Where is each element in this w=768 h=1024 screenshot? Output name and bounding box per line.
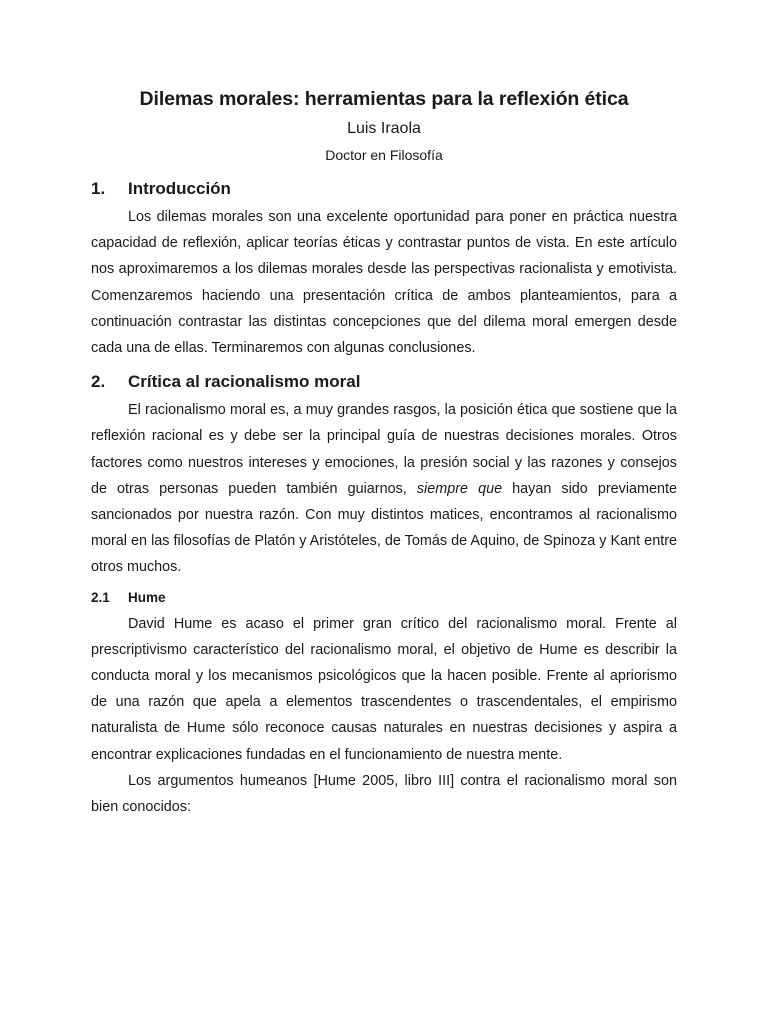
section-number: 2. xyxy=(91,372,106,392)
body-paragraph xyxy=(91,397,677,580)
author-name: Luis Iraola xyxy=(347,120,421,137)
subsection-number: 2.1 xyxy=(91,589,110,605)
subsection-title: Hume xyxy=(128,589,166,605)
paragraph-text: hayan sido previamente sancionados por nuestra razón. Con muy distintos matices, encontramos al racionalismo moral en las filosofías de Platón y Aristóteles, de Tomás de Aquino, de Spinoza y Kant entre otros muchos. xyxy=(91,480,678,576)
body-paragraph: Los argumentos humeanos [Hume 2005, libro III] contra el racionalismo moral son bien conocidos: xyxy=(91,772,677,816)
subsection-heading-hume xyxy=(91,585,677,611)
paper-title: Dilemas morales: herramientas para la reflexión ética xyxy=(139,88,629,110)
section-title: Crítica al racionalismo moral xyxy=(128,372,361,392)
section-heading-introduccion xyxy=(91,174,677,204)
body-paragraph: Los dilemas morales son una excelente oportunidad para poner en práctica nuestra capacidad de reflexión, aplicar teorías éticas y contrastar puntos de vista. En este artículo nos aproximaremos a los dilemas morales desde las perspectivas racionalista y emotivista. Comenzaremos haciendo una presentación crítica de ambos planteamientos, para a continuación contrastar las distintas concepciones que del dilema moral emergen desde cada una de ellas. Terminaremos con algunas conclusiones. xyxy=(91,209,677,357)
section-number: 1. xyxy=(91,179,106,198)
paragraph-text: El racionalismo moral es, a muy grandes rasgos, la posición ética que sostiene que la reflexión racional es y debe ser la principal guía de nuestras decisiones morales. Otros factores como nuestros intereses y emociones, la presión social y las razones y consejos de otras personas pueden también guiarnos, xyxy=(91,402,677,497)
body-paragraph: David Hume es acaso el primer gran crítico del racionalismo moral. Frente al prescriptivismo característico del racionalismo moral, el objetivo de Hume es describir la conducta moral y los mecanismos psicológicos que la hacen posible. Frente al apriorismo de una razón que apela a elementos trascendentes o trascendentales, el empirismo naturalista de Hume sólo reconoce causas naturales en nuestras decisiones y aspira a encontrar explicaciones fundadas en el funcionamiento de nuestra mente. xyxy=(91,615,677,763)
paper-page xyxy=(91,82,677,820)
author-affiliation: Doctor en Filosofía xyxy=(325,147,443,163)
emphasis-text: siempre que xyxy=(416,480,503,497)
section-title: Introducción xyxy=(128,179,231,198)
section-heading-critica xyxy=(91,367,677,397)
